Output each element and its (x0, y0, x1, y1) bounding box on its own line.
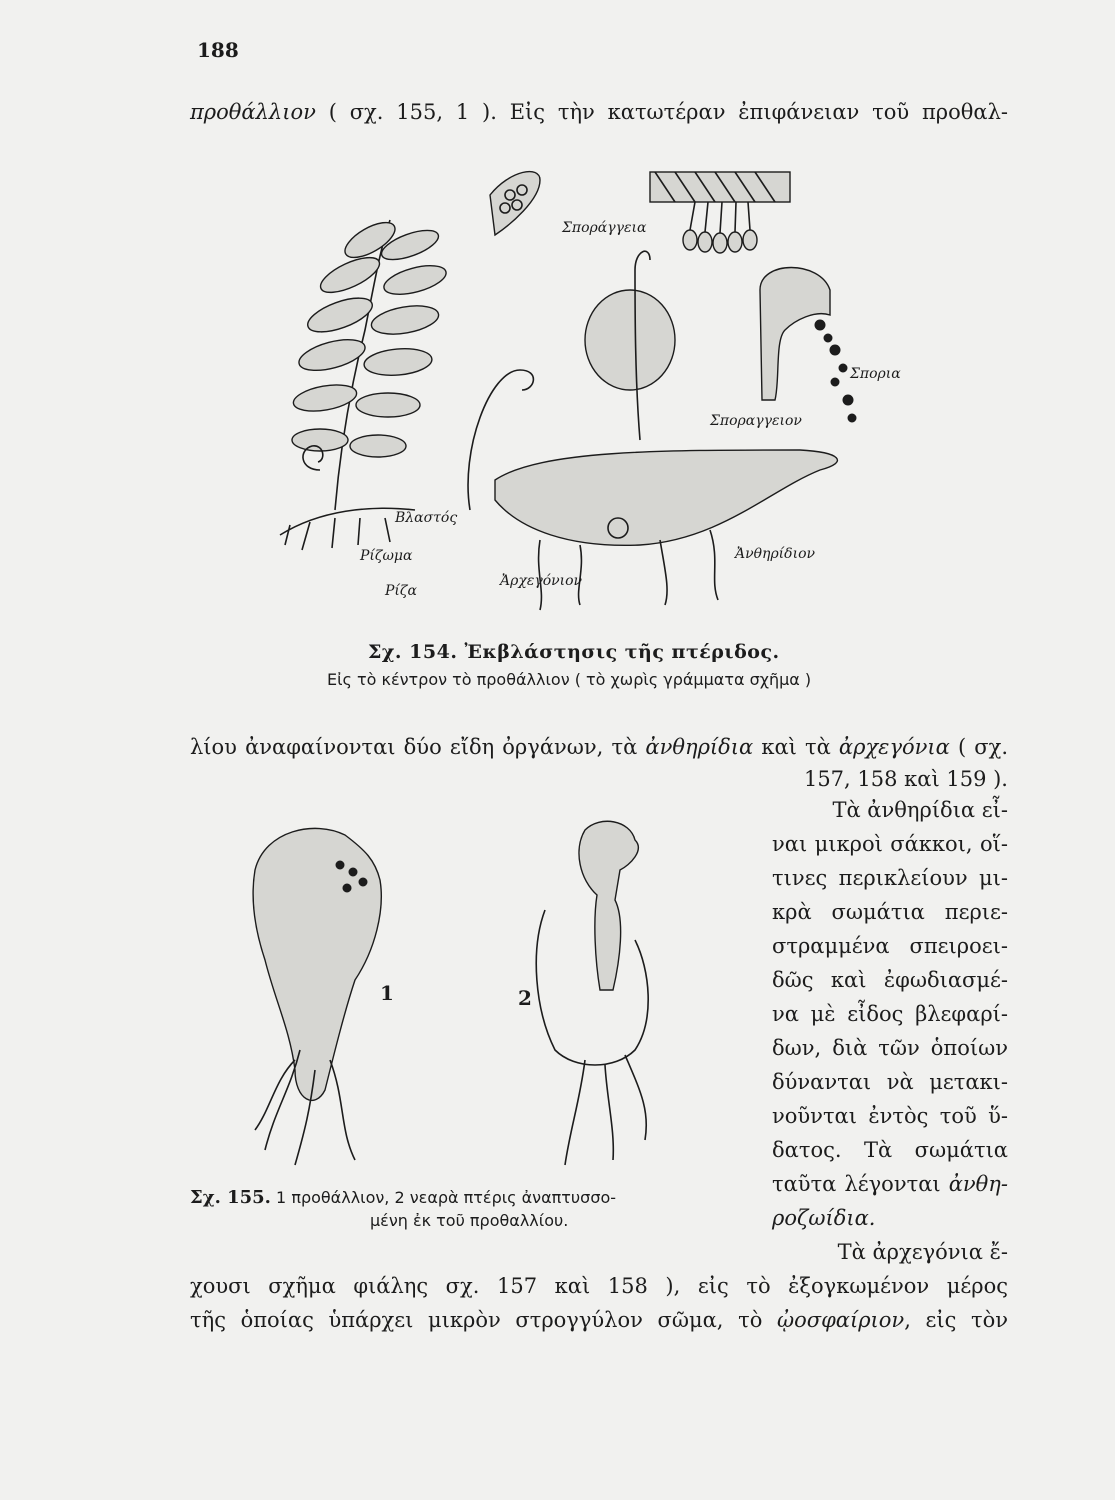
text-line: νοῦνται ἐντὸς τοῦ ὕ- (772, 1104, 1008, 1128)
label-rizoma: Ρίζωμα (360, 548, 413, 564)
label-sporangia: Σποράγγεια (562, 220, 647, 236)
text-line: κρὰ σωμάτια περιε- (772, 900, 1008, 924)
figure-155-illustration (235, 810, 755, 1180)
text-span: ἀρχεγόνια (838, 735, 950, 759)
figure-155-caption-a (190, 1187, 616, 1208)
text-line: να μὲ εἶδος βλεφαρί- (772, 1002, 1008, 1026)
figure-155-caption-b: μένη ἐκ τοῦ προθαλλίου. (370, 1211, 569, 1230)
text-span: προθάλλιον (190, 100, 316, 124)
text-line: τινες περικλείουν μι- (772, 866, 1008, 890)
text-line: Τὰ ἀνθηρίδια εἶ- (832, 798, 1008, 822)
text-line: τῆς ὁποίας ὑπάρχει μικρὸν στρογγύλον σῶμα, τὸ ᾠοσφαίριον, εἰς τὸν (190, 1308, 1008, 1332)
label-vlastos: Βλαστός (395, 510, 458, 526)
text-span: ἀνθη- (948, 1172, 1008, 1196)
text-span: ᾠοσφαίριον (776, 1308, 905, 1332)
label-sporangeion: Σποραγγειον (710, 413, 802, 429)
text-line: χουσι σχῆμα φιάλης σχ. 157 καὶ 158 ), εἰς τὸ ἐξογκωμένον μέρος (190, 1274, 1008, 1298)
text-line: λίου ἀναφαίνονται δύο εἴδη ὀργάνων, τὰ ἀνθηρίδια καὶ τὰ ἀρχεγόνια ( σχ. (190, 735, 1009, 759)
text-line: δῶς καὶ ἐφωδιασμέ- (772, 968, 1008, 992)
figure-154-caption-title: Σχ. 154. Ἐκβλάστησις τῆς πτέριδος. (368, 641, 780, 663)
young-fern-2-drawing (536, 821, 648, 1165)
text-line: ναι μικροὶ σάκκοι, οἵ- (772, 832, 1008, 856)
sporangium-drawing (760, 268, 856, 423)
label-sporia: Σπορια (850, 366, 901, 382)
figure-155-num1: 1 (380, 981, 394, 1005)
sporangia-cluster-drawing (490, 172, 790, 253)
text-line: ταῦτα λέγονται ἀνθη- (772, 1172, 1008, 1196)
prothallus-1-drawing (253, 828, 381, 1165)
text-span: ἀνθηρίδια (645, 735, 754, 759)
figure-155-num2: 2 (518, 986, 532, 1010)
figure-155-caption-text: 1 προθάλλιον, 2 νεαρὰ πτέρις ἀναπτυσσο- (276, 1188, 617, 1207)
text-line: προθάλλιον ( σχ. 155, 1 ). Εἰς τὴν κατωτέραν ἐπιφάνειαν τοῦ προθαλ- (190, 100, 1008, 124)
label-antheridion: Ἀνθηρίδιον (735, 546, 816, 562)
text-line: ροζωίδια. (772, 1206, 876, 1230)
figure-154-illustration (240, 150, 901, 610)
text-line: 157, 158 καὶ 159 ). (803, 767, 1008, 791)
label-riza: Ρίζα (385, 583, 417, 599)
page-number: 188 (197, 38, 239, 62)
fern-frond-drawing (280, 216, 449, 550)
text-line: στραμμένα σπειροει- (772, 934, 1008, 958)
text-line: Τὰ ἀρχεγόνια ἔ- (837, 1240, 1008, 1264)
figure-154-caption-sub: Εἰς τὸ κέντρον τὸ προθάλλιον ( τὸ χωρὶς γράμματα σχῆμα ) (327, 670, 812, 689)
text-line: δατος. Τὰ σωμάτια (772, 1138, 1008, 1162)
text-line: δύνανται νὰ μετακι- (772, 1070, 1008, 1094)
text-line: δων, διὰ τῶν ὁποίων (772, 1036, 1008, 1060)
label-archegonion: Ἀρχεγόνιον (500, 573, 583, 589)
figure-155-caption-lead: Σχ. 155. (190, 1187, 271, 1208)
